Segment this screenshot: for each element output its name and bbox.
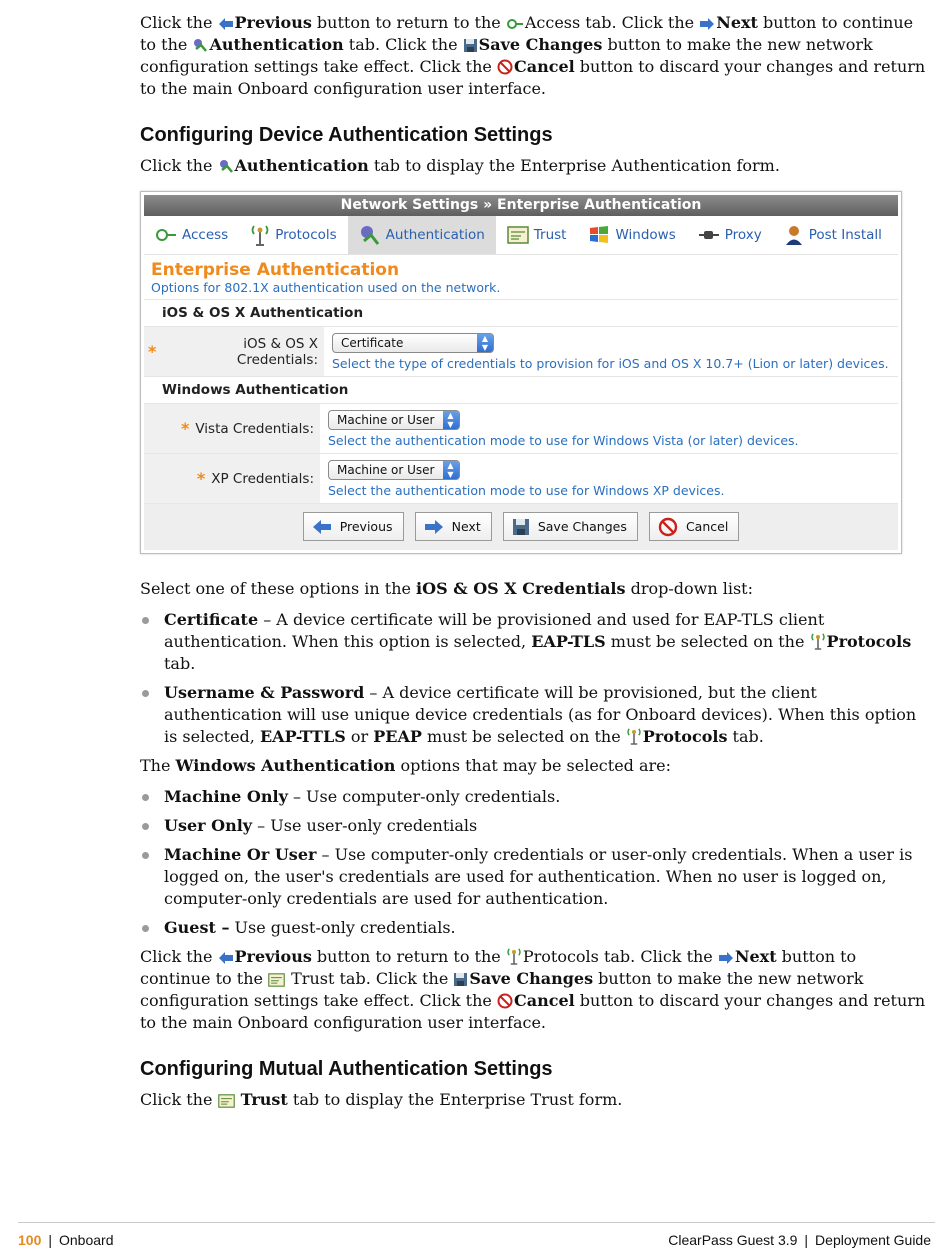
select-value: Machine or User [337,413,435,427]
windows-lead [140,755,930,777]
text: button to make the new network configuration settings take effect. Click the [140,969,864,1010]
text: must be selected on the [421,727,626,746]
bold-text: Windows Authentication [175,756,396,775]
outro-paragraph [140,946,930,1034]
next-label: Next [716,13,758,32]
authentication-icon [359,224,381,246]
tab-authentication[interactable] [348,216,496,254]
save-changes-label: Save Changes [469,969,594,988]
protocols-antenna-icon [506,947,522,965]
previous-arrow-icon [218,17,234,31]
section1-paragraph [140,155,930,177]
bold-text: Machine Or User [164,845,317,864]
list-item [140,844,930,910]
text: button to make the new network configuration settings take effect. Click the [140,35,873,76]
button-label: Next [451,519,481,534]
page-number: 100 [18,1232,42,1248]
text: Access tab. Click the [524,13,700,32]
cancel-icon [497,59,513,75]
tab-label: Proxy [724,227,762,243]
ios-section-heading: iOS & OS X Authentication [144,300,898,327]
tab-trust[interactable] [496,216,578,254]
required-marker: * [180,419,190,438]
next-button[interactable] [415,512,492,541]
bold-text: Username & Password [164,683,365,702]
text: The [140,756,176,775]
previous-label: Previous [234,947,312,966]
tab-label: Access [182,227,229,243]
bold-text: Certificate [164,610,259,629]
form-button-bar [144,504,898,550]
list-item [140,609,930,675]
bold-text: Protocols [826,632,912,651]
text: drop-down list: [625,579,753,598]
save-icon [453,972,468,987]
tab-label: Windows [615,227,676,243]
cancel-icon [658,517,678,537]
list-item [140,682,930,748]
text: Trust tab. Click the [286,969,454,988]
label-text: iOS & OS X Credentials: [236,335,318,368]
windows-logo-icon [588,225,610,245]
separator: | [804,1232,809,1248]
next-arrow-icon [718,951,734,965]
access-icon [506,17,524,31]
text: – A device certificate will be provisioned and used for EAP-TLS client authentication. When this option is selected, [164,610,825,651]
required-marker: * [148,342,157,361]
xp-credentials-field [320,454,732,503]
trust-certificate-icon [218,1094,235,1108]
text: tab. [164,654,196,673]
previous-arrow-icon [218,951,234,965]
list-item [140,786,930,808]
tab-label: Trust [533,227,567,243]
separator: | [48,1232,52,1248]
enterprise-authentication-screenshot [140,191,902,554]
footer-product: ClearPass Guest 3.9 [668,1232,798,1248]
label-text: XP Credentials: [211,470,314,487]
save-changes-label: Save Changes [478,35,603,54]
bold-text: Protocols [642,727,728,746]
text: tab to display the Enterprise Authentication form. [368,156,780,175]
text: – Use computer-only credentials. [287,787,561,806]
save-icon [463,38,478,53]
tab-access[interactable] [144,216,239,254]
vista-credentials-row [144,404,898,454]
protocols-antenna-icon [250,224,270,246]
save-changes-button[interactable] [503,512,638,541]
bold-text: Guest – [164,918,230,937]
protocols-antenna-icon [810,632,826,650]
vista-credentials-label [144,404,320,453]
text: Protocols tab. Click the [522,947,718,966]
button-label: Cancel [685,519,729,534]
bold-text: User Only [164,816,253,835]
next-arrow-icon [699,17,715,31]
section-heading-mutual-auth: Configuring Mutual Authentication Settings [140,1058,553,1080]
xp-credentials-hint: Select the authentication mode to use for Windows XP devices. [328,483,725,498]
text: options that may be selected are: [395,756,672,775]
text: button to return to the [311,947,506,966]
page-footer [18,1232,931,1248]
bold-text: Machine Only [164,787,288,806]
trust-label: Trust [240,1090,288,1109]
footer-left [18,1232,113,1248]
cancel-icon [497,993,513,1009]
authentication-label: Authentication [234,156,369,175]
intro-paragraph [140,12,930,100]
next-label: Next [734,947,777,966]
text: tab. Click the [343,35,463,54]
required-marker: * [196,469,206,488]
trust-certificate-icon [268,973,285,987]
select-value: Certificate [341,336,404,350]
select-arrows-icon: ▲ ▼ [443,411,459,429]
tab-proxy[interactable] [687,216,773,254]
authentication-label: Authentication [209,35,344,54]
tab-post-install[interactable] [773,216,893,254]
section2-paragraph [140,1089,930,1111]
select-arrows-icon: ▲ ▼ [477,334,493,352]
select-value: Machine or User [337,463,435,477]
ios-credentials-row [144,327,898,377]
windows-options-list [140,786,930,939]
ios-credentials-label [144,327,324,376]
tab-protocols[interactable] [239,216,347,254]
previous-label: Previous [234,13,312,32]
cancel-label: Cancel [513,57,575,76]
tab-label: Protocols [275,227,337,243]
footer-doc-title: Deployment Guide [815,1232,931,1248]
ios-credentials-field [324,327,897,376]
bold-text: EAP-TTLS [259,727,346,746]
text: button to continue to the [140,13,914,54]
vista-credentials-field [320,404,807,453]
previous-arrow-icon [312,519,332,535]
label-text: Vista Credentials: [195,420,314,437]
ios-credentials-select[interactable] [332,333,494,353]
bold-text: PEAP [373,727,422,746]
tab-bar [144,216,898,255]
button-label: Previous [339,519,393,534]
text: tab. [727,727,764,746]
proxy-plug-icon [698,229,720,241]
select-arrows-icon: ▲ ▼ [443,461,459,479]
text: button to return to the [311,13,506,32]
bold-text: EAP-TLS [531,632,606,651]
tab-windows[interactable] [577,216,686,254]
text: Click the [140,947,218,966]
xp-credentials-select[interactable] [328,460,460,480]
form-title: Enterprise Authentication [151,260,400,280]
xp-credentials-label [144,454,320,503]
text: or [345,727,374,746]
bold-text: iOS & OS X Credentials [416,579,626,598]
text: button to discard your changes and return to the main Onboard configuration user interface. [140,991,926,1032]
previous-button[interactable] [303,512,404,541]
next-arrow-icon [424,519,444,535]
form-header [144,255,898,300]
footer-divider [18,1222,935,1223]
text: button to discard your changes and return to the main Onboard configuration user interface. [140,57,926,98]
document-body [140,12,930,1120]
options-lead [140,578,930,600]
user-person-icon [784,224,804,246]
text: Select one of these options in the [140,579,417,598]
panel-title: Network Settings » Enterprise Authentication [144,195,898,216]
cancel-button[interactable] [649,512,739,541]
protocols-antenna-icon [626,727,642,745]
text: must be selected on the [605,632,810,651]
xp-credentials-row [144,454,898,504]
save-icon [512,518,530,536]
text: Click the [140,1090,218,1109]
cancel-label: Cancel [513,991,575,1010]
form-subtitle: Options for 802.1X authentication used on the network. [151,280,501,295]
trust-certificate-icon [507,226,529,244]
vista-credentials-select[interactable] [328,410,460,430]
section-heading-device-auth: Configuring Device Authentication Settings [140,124,553,146]
ios-options-list [140,609,930,748]
footer-section: Onboard [59,1232,114,1248]
tab-label: Authentication [385,227,485,243]
button-label: Save Changes [537,519,627,534]
authentication-icon [192,37,208,53]
windows-section-heading: Windows Authentication [144,377,898,404]
text: Click the [140,13,218,32]
text: Click the [140,156,218,175]
text: Use guest-only credentials. [229,918,456,937]
tab-label: Post Install [808,227,882,243]
text: – A device certificate will be provisioned, but the client authentication will use unique device credentials (as for Onboard devices). When this option is selected, [164,683,917,746]
authentication-icon [218,158,234,174]
text: tab to display the Enterprise Trust form. [287,1090,623,1109]
text: – Use computer-only credentials or user-only credentials. When a user is logged on, the user's credentials are used for authentication. When no user is logged on, computer-only credentials are used for authentication. [164,845,913,908]
text: – Use user-only credentials [252,816,478,835]
list-item [140,815,930,837]
text: button to continue to the [140,947,857,988]
vista-credentials-hint: Select the authentication mode to use for Windows Vista (or later) devices. [328,433,799,448]
list-item [140,917,930,939]
access-icon [155,227,177,243]
footer-right [668,1232,931,1248]
ios-credentials-hint: Select the type of credentials to provision for iOS and OS X 10.7+ (Lion or later) devices. [332,356,889,371]
